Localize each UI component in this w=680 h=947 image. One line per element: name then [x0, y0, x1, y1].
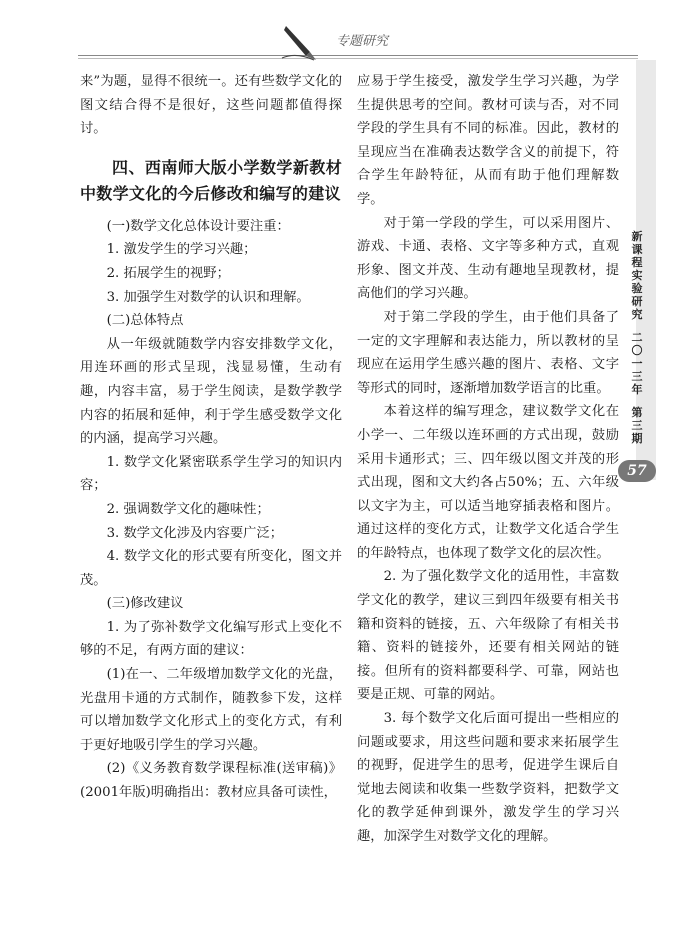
page-header — [0, 0, 680, 70]
journal-issue: 第三期 — [631, 406, 643, 445]
paragraph: (2)《义务教育数学课程标准(送审稿)》(2001年版)明确指出：教材应具备可读性， — [80, 761, 342, 801]
page-number: 57 — [618, 460, 656, 482]
pen-icon — [280, 22, 320, 62]
subheading: (三)修改建议 — [106, 596, 184, 612]
paragraph: 本着这样的编写理念，建议数学文化在小学一、二年级以连环画的方式出现，鼓励采用卡通形式；三、四年级以图文并茂的形式出现，图和文大约各占50%；五、六年级以文字为主，可以适当地穿插表格和图片。通过这样的变化方式，让数学文化适合学生的年龄特点，也体现了数学文化的层次性。 — [357, 404, 619, 561]
list-item: 3. 加强学生对数学的认识和理解。 — [106, 289, 310, 305]
paragraph: 从一年级就随数学内容安排数学文化，用连环画的形式呈现，浅显易懂，生动有趣，内容丰富，易于学生阅读，是数学教学内容的拓展和延伸，利于学生感受数学文化的内涵，提高学习兴趣。 — [80, 336, 342, 447]
paragraph: 对于第二学段的学生，由于他们具备了一定的文字理解和表达能力，所以教材的呈现应在运用学生感兴趣的图片、表格、文字等形式的同时，逐渐增加数学语言的比重。 — [357, 309, 619, 396]
section-title: 专题研究 — [330, 30, 394, 49]
list-item: 4. 数学文化的形式要有所变化，图文并茂。 — [80, 549, 342, 588]
list-item: 3. 数学文化涉及内容要广泛； — [106, 525, 284, 541]
paragraph: 对于第一学段的学生，可以采用图片、游戏、卡通、表格、文字等多种方式，直观形象、图文并茂、生动有趣地呈现教材，提高他们的学习兴趣。 — [357, 215, 619, 302]
paragraph: (1)在一、二年级增加数学文化的光盘，光盘用卡通的方式制作，随教参下发，这样可以增加数学文化形式上的变化方式，有利于更好地吸引学生的学习兴趣。 — [80, 667, 342, 753]
paragraph: 应易于学生接受，激发学生学习兴趣，为学生提供思考的空间。教材可读与否，对不同学段的学生具有不同的标准。因此，教材的呈现应当在准确表达数学含义的前提下，符合学生年龄特征，从而有助于他们理解数学。 — [357, 74, 619, 207]
paragraph: (一)数学文化总体设计要注重： — [106, 218, 290, 234]
list-item: 2. 强调数学文化的趣味性； — [106, 501, 270, 517]
left-column — [80, 70, 342, 805]
paragraph: 来”为题，显得不很统一。还有些数学文化的图文结合得不是很好，这些问题都值得探讨。 — [80, 74, 342, 137]
section-heading: 四、西南师大版小学数学新教材中数学文化的今后修改和编写的建议 — [80, 157, 342, 203]
subheading: (二)总体特点 — [106, 313, 184, 329]
journal-year: 二〇一三年 — [631, 331, 643, 396]
list-item: 1. 数学文化紧密联系学生学习的知识内容； — [80, 454, 342, 494]
list-item: 2. 拓展学生的视野； — [106, 265, 230, 281]
header-rule-secondary — [78, 58, 638, 59]
paragraph: 2. 为了强化数学文化的适用性，丰富数学文化的教学，建议三到四年级要有相关书籍和资料的链接，五、六年级除了有相关书籍、资料的链接外，还要有相关网站的链接。但所有的资料都要科学、可靠，网站也要是正规、可靠的网站。 — [357, 569, 619, 703]
header-rule — [78, 55, 638, 56]
list-item: 1. 激发学生的学习兴趣； — [106, 242, 257, 258]
journal-info — [627, 230, 647, 445]
right-column — [357, 70, 619, 849]
paragraph: 3. 每个数学文化后面可提出一些相应的问题或要求，用这些问题和要求来拓展学生的视野，促进学生的思考，促进学生课后自觉地去阅读和收集一些数学资料，把数学文化的教学延伸到课外，激发学生的学习兴趣，加深学生对数学文化的理解。 — [357, 711, 619, 844]
journal-name: 新课程实验研究 — [631, 230, 643, 321]
paragraph: 1. 为了弥补数学文化编写形式上变化不够的不足，有两方面的建议： — [80, 619, 342, 659]
